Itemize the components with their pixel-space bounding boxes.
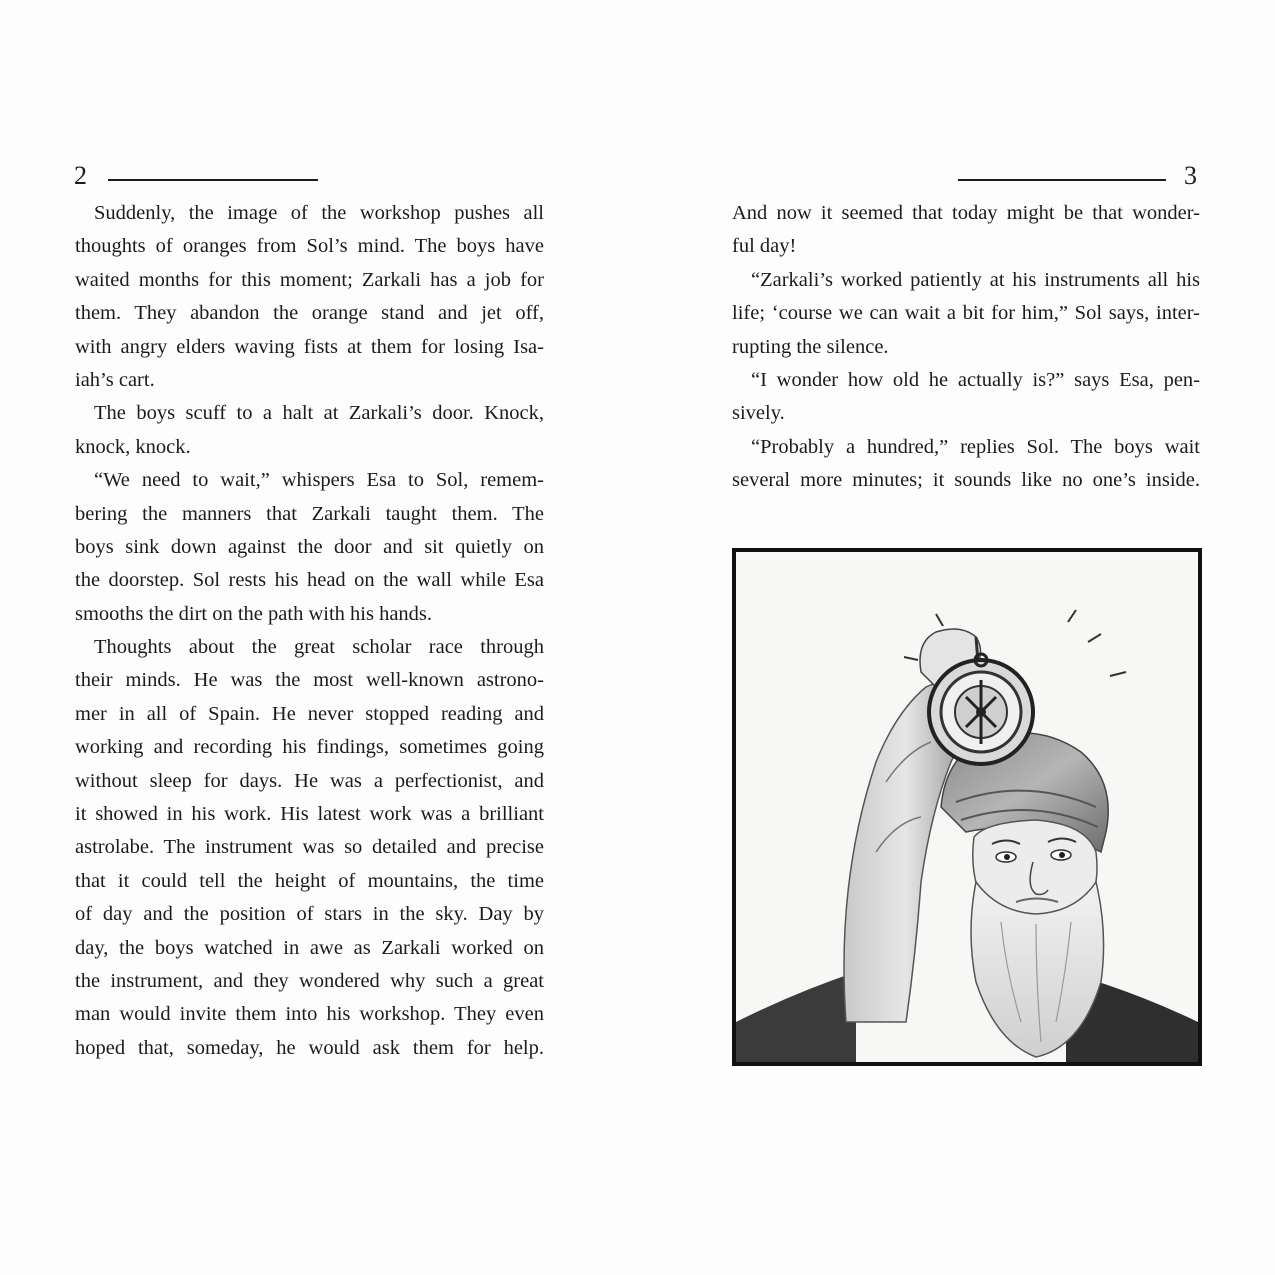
text-line: day, the boys watched in awe as Zarkali worked on [75, 936, 544, 959]
text-line: waited months for this moment; Zarkali has a job for [75, 268, 544, 291]
text-line: Thoughts about the great scholar race through [94, 636, 544, 659]
body-text [75, 197, 544, 1065]
text-line: knock, knock. [75, 435, 191, 458]
text-line: the doorstep. Sol rests his head on the wall while Esa [75, 569, 544, 592]
text-line: that it could tell the height of mountains, the time [75, 869, 544, 892]
text-line: ful day! [732, 235, 797, 258]
left-page [0, 0, 637, 1275]
text-line: “Zarkali’s worked patiently at his instruments all his [751, 268, 1200, 291]
text-line: boys sink down against the door and sit quietly on [75, 535, 544, 558]
page-number: 3 [1184, 161, 1197, 190]
text-line: sively. [732, 402, 785, 425]
text-line: of day and the position of stars in the sky. Day by [75, 903, 544, 926]
text-line: working and recording his findings, sometimes going [75, 736, 544, 759]
text-line: thoughts of oranges from Sol’s mind. The boys have [75, 235, 544, 258]
text-line: “I wonder how old he actually is?” says Esa, pen- [751, 368, 1200, 391]
text-line: the instrument, and they wondered why such a great [75, 969, 544, 992]
text-line: smooths the dirt on the path with his hands. [75, 602, 433, 625]
text-line: life; ‘course we can wait a bit for him,” Sol says, inter- [732, 302, 1200, 325]
text-line: bering the manners that Zarkali taught them. The [75, 502, 544, 525]
text-line: “We need to wait,” whispers Esa to Sol, remem- [94, 469, 544, 492]
text-line: without sleep for days. He was a perfectionist, and [75, 769, 544, 792]
text-line: “Probably a hundred,” replies Sol. The boys wait [751, 435, 1200, 458]
text-line: it showed in his work. His latest work was a brilliant [75, 803, 544, 826]
text-line: rupting the silence. [732, 335, 889, 358]
page-number: 2 [74, 161, 87, 190]
text-line: hoped that, someday, he would ask them for help. [75, 1036, 544, 1059]
text-line: Suddenly, the image of the workshop pushes all [94, 202, 544, 224]
text-line: them. They abandon the orange stand and jet off, [75, 302, 544, 325]
scholar-illustration [732, 548, 1202, 1066]
text-line: their minds. He was the most well-known astrono- [75, 669, 544, 692]
text-line: astrolabe. The instrument was so detailed and precise [75, 836, 544, 859]
text-line: mer in all of Spain. He never stopped reading and [75, 702, 544, 725]
text-line: iah’s cart. [75, 368, 155, 391]
text-line: man would invite them into his workshop. They even [75, 1003, 544, 1026]
text-line: The boys scuff to a halt at Zarkali’s door. Knock, [94, 402, 544, 425]
astronomer-drawing [736, 552, 1198, 1062]
header-rule [958, 179, 1166, 181]
text-line: several more minutes; it sounds like no one’s inside. [732, 469, 1200, 492]
body-text [732, 197, 1200, 498]
text-line: with angry elders waving fists at them for losing Isa- [75, 335, 544, 358]
right-page [638, 0, 1275, 1275]
header-rule [108, 179, 318, 181]
text-line: And now it seemed that today might be that wonder- [732, 202, 1200, 224]
